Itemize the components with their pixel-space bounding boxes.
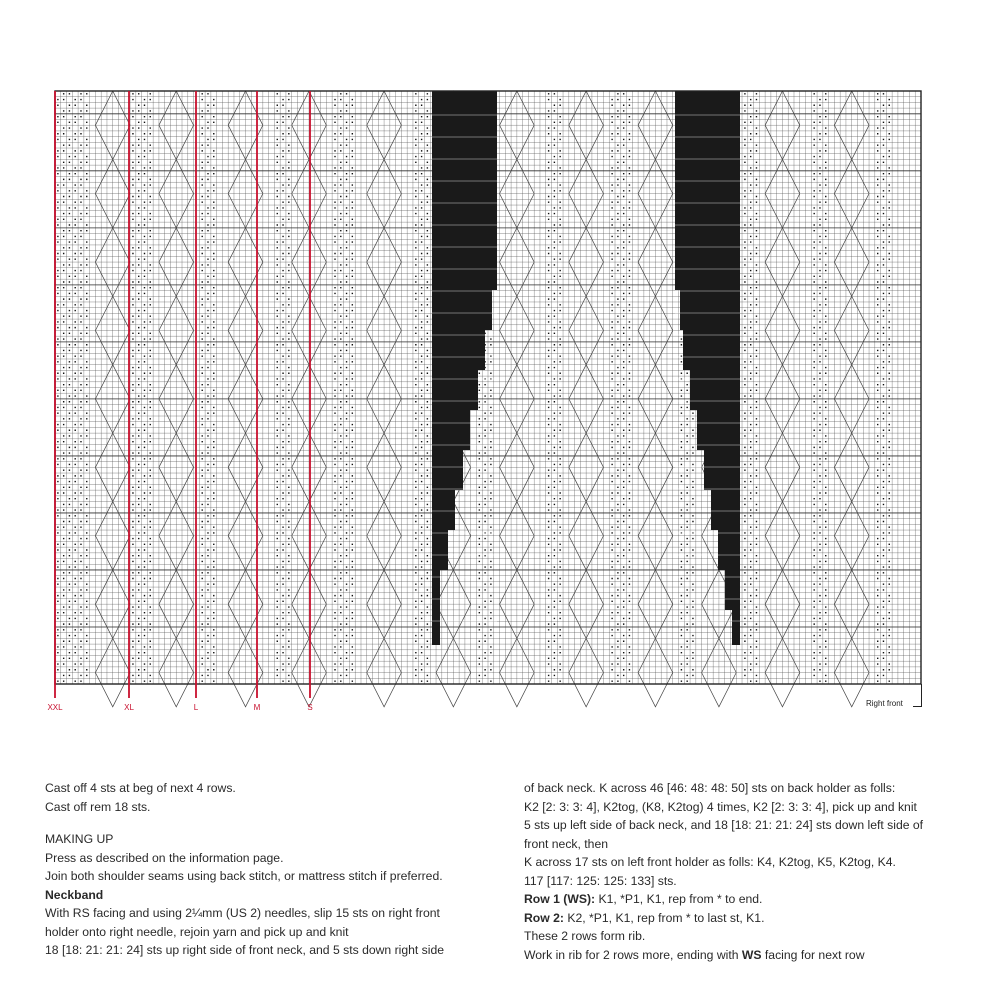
neckband-heading: Neckband — [45, 887, 104, 902]
instructions-left-column — [45, 779, 444, 960]
text-line: 5 sts up left side of back neck, and 18 [18: 21: 21: 24] sts down left side of — [524, 818, 924, 832]
text-segment: facing for next row — [761, 947, 865, 962]
row-2-label: Row 2: — [524, 910, 564, 925]
text-line: With RS facing and using 2¼mm (US 2) needles, slip 15 sts on right front — [45, 906, 440, 920]
row-2-text: K2, *P1, K1, rep from * to last st, K1. — [563, 910, 765, 925]
text-line: K across 17 sts on left front holder as folls: K4, K2tog, K5, K2tog, K4. — [524, 855, 896, 869]
size-label-xxl: XXL — [47, 703, 63, 712]
row-1 — [524, 890, 923, 909]
text-line: front neck, then — [524, 836, 609, 851]
text-line: 18 [18: 21: 21: 24] sts up right side of front neck, and 5 sts down right side — [45, 943, 445, 957]
text-line: These 2 rows form rib. — [524, 929, 646, 943]
instructions-right-column — [524, 779, 923, 964]
text-line — [524, 946, 923, 965]
chart-title: Right front — [866, 699, 903, 708]
size-label-s: S — [307, 703, 313, 712]
spacer — [45, 816, 444, 830]
text-segment: Work in rib for 2 rows more, ending with — [524, 947, 742, 962]
ws-emphasis: WS — [741, 947, 762, 962]
size-label-xl: XL — [124, 703, 134, 712]
row-2 — [524, 909, 923, 928]
chart-bracket — [913, 684, 922, 707]
text-line: of back neck. K across 46 [46: 48: 48: 50] sts on back holder as folls: — [524, 781, 896, 795]
row-1-label: Row 1 (WS): — [524, 892, 596, 906]
text-line: Press as described on the information page. — [45, 850, 284, 865]
text-line: 117 [117: 125: 125: 133] sts. — [524, 873, 677, 888]
size-label-l: L — [193, 703, 199, 712]
text-line: K2 [2: 3: 3: 4], K2tog, (K8, K2tog) 4 times, K2 [2: 3: 3: 4], pick up and knit — [524, 799, 917, 814]
text-line: Cast off rem 18 sts. — [45, 799, 151, 814]
size-label-m: M — [253, 703, 261, 712]
text-line: holder onto right needle, rejoin yarn and pick up and knit — [45, 924, 349, 939]
section-heading: MAKING UP — [45, 832, 114, 846]
text-line: Cast off 4 sts at beg of next 4 rows. — [45, 781, 236, 795]
row-1-text: K1, *P1, K1, rep from * to end. — [595, 892, 763, 906]
text-line: Join both shoulder seams using back stitch, or mattress stitch if preferred. — [45, 869, 443, 883]
